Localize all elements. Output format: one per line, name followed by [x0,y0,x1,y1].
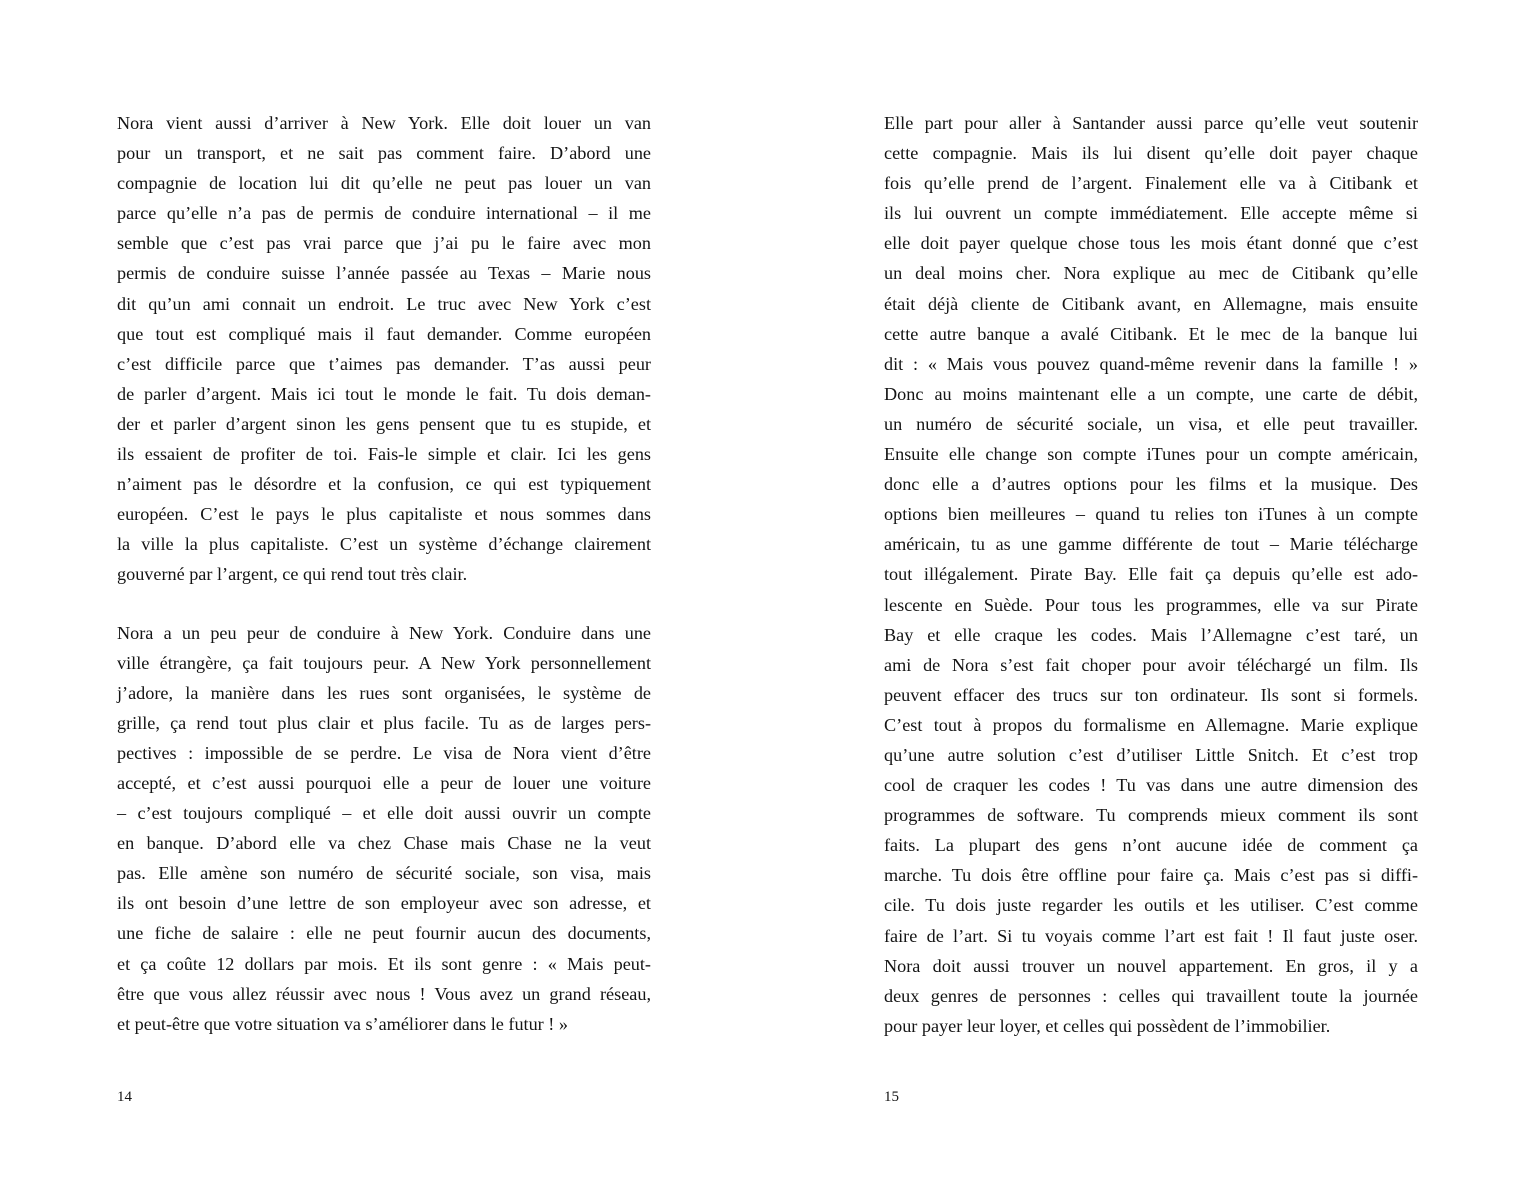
text-line: grille, ça rend tout plus clair et plus facile. Tu as de larges pers- [117,712,651,733]
text-line: faits. La plupart des gens n’ont aucune idée de comment ça [884,835,1418,856]
page-left-text [117,108,651,1039]
text-line: deux genres de personnes : celles qui travaillent toute la journée [884,985,1418,1006]
text-line: programmes de software. Tu comprends mieux comment ils sont [884,805,1418,826]
text-line: européen. C’est le pays le plus capitaliste et nous sommes dans [117,504,651,525]
text-line: pour payer leur loyer, et celles qui possèdent de l’immobilier. [884,1015,1331,1036]
text-line: gouverné par l’argent, ce qui rend tout très clair. [117,564,468,585]
text-line: et peut-être que votre situation va s’améliorer dans le futur ! » [117,1013,568,1034]
text-line: en banque. D’abord elle va chez Chase mais Chase ne la veut [117,833,651,854]
text-line: cool de craquer les codes ! Tu vas dans une autre dimension des [884,775,1418,796]
text-line: C’est tout à propos du formalisme en Allemagne. Marie explique [884,714,1418,735]
text-line: Elle part pour aller à Santander aussi parce qu’elle veut soutenir [884,113,1418,133]
text-line: ville étrangère, ça fait toujours peur. A New York personnellement [117,652,651,673]
text-line: fois qu’elle prend de l’argent. Finalement elle va à Citibank et [884,173,1418,194]
text-line: et ça coûte 12 dollars par mois. Et ils sont genre : « Mais peut- [117,953,651,974]
text-line: tout illégalement. Pirate Bay. Elle fait ça depuis qu’elle est ado- [884,564,1418,585]
text-line: un deal moins cher. Nora explique au mec de Citibank qu’elle [884,263,1418,284]
paragraph [117,618,651,1039]
text-line: – c’est toujours compliqué – et elle doit aussi ouvrir un compte [117,803,651,824]
page-number-left: 14 [117,1089,132,1105]
text-line: ils essaient de profiter de toi. Fais-le simple et clair. Ici les gens [117,444,651,465]
text-line: faire de l’art. Si tu voyais comme l’art est fait ! Il faut juste oser. [884,925,1418,946]
text-line: dit qu’un ami connait un endroit. Le truc avec New York c’est [117,293,651,314]
text-line: lescente en Suède. Pour tous les programmes, elle va sur Pirate [884,594,1418,615]
text-line: n’aiment pas le désordre et la confusion, ce qui est typiquement [117,474,651,495]
text-line: la ville la plus capitaliste. C’est un système d’échange clairement [117,534,651,555]
text-line: j’adore, la manière dans les rues sont organisées, le système de [117,682,651,703]
text-line: donc elle a d’autres options pour les films et la musique. Des [884,474,1418,495]
text-line: ami de Nora s’est fait choper pour avoir téléchargé un film. Ils [884,654,1418,675]
text-line: peuvent effacer des trucs sur ton ordinateur. Ils sont si formels. [884,684,1418,705]
text-line: der et parler d’argent sinon les gens pensent que tu es stupide, et [117,413,651,434]
text-line: être que vous allez réussir avec nous ! Vous avez un grand réseau, [117,983,651,1004]
text-line: parce qu’elle n’a pas de permis de conduire international – il me [117,203,651,224]
text-line: américain, tu as une gamme différente de tout – Marie télécharge [884,534,1418,555]
paragraph [884,108,1418,1041]
text-line: qu’une autre solution c’est d’utiliser Little Snitch. Et c’est trop [884,744,1418,765]
text-line: permis de conduire suisse l’année passée au Texas – Marie nous [117,263,651,284]
text-line: pour un transport, et ne sait pas comment faire. D’abord une [117,143,651,164]
text-line: un numéro de sécurité sociale, un visa, et elle peut travailler. [884,413,1418,434]
text-line: marche. Tu dois être offline pour faire ça. Mais c’est pas si diffi- [884,865,1418,886]
text-line: cette autre banque a avalé Citibank. Et le mec de la banque lui [884,323,1418,344]
text-line: Nora doit aussi trouver un nouvel appartement. En gros, il y a [884,955,1418,976]
text-line: Bay et elle craque les codes. Mais l’Allemagne c’est taré, un [884,624,1418,645]
text-line: de parler d’argent. Mais ici tout le monde le fait. Tu dois deman- [117,383,651,404]
text-line: dit : « Mais vous pouvez quand-même revenir dans la famille ! » [884,353,1418,374]
text-line: cette compagnie. Mais ils lui disent qu’elle doit payer chaque [884,143,1418,164]
text-line: Nora a un peu peur de conduire à New York. Conduire dans une [117,622,651,643]
text-line: compagnie de location lui dit qu’elle ne peut pas louer un van [117,173,651,194]
text-line: c’est difficile parce que t’aimes pas demander. T’as aussi peur [117,353,651,374]
text-line: semble que c’est pas vrai parce que j’ai pu le faire avec mon [117,233,651,254]
text-line: que tout est compliqué mais il faut demander. Comme européen [117,323,651,344]
paragraph [117,108,651,590]
text-line: options bien meilleures – quand tu relies ton iTunes à un compte [884,504,1418,525]
page-right-text [884,108,1418,1041]
text-line: une fiche de salaire : elle ne peut fournir aucun des documents, [117,923,651,944]
text-line: Nora vient aussi d’arriver à New York. Elle doit louer un van [117,113,651,133]
text-line: pectives : impossible de se perdre. Le visa de Nora vient d’être [117,742,651,763]
page-number-right: 15 [884,1089,899,1105]
text-line: accepté, et c’est aussi pourquoi elle a peur de louer une voiture [117,772,651,793]
text-line: pas. Elle amène son numéro de sécurité sociale, son visa, mais [117,863,651,884]
text-line: était déjà cliente de Citibank avant, en Allemagne, mais ensuite [884,293,1418,314]
text-line: elle doit payer quelque chose tous les mois étant donné que c’est [884,233,1418,254]
text-line: Ensuite elle change son compte iTunes pour un compte américain, [884,444,1418,465]
text-line: ils ont besoin d’une lettre de son employeur avec son adresse, et [117,893,651,914]
text-line: cile. Tu dois juste regarder les outils et les utiliser. C’est comme [884,895,1418,916]
text-line: Donc au moins maintenant elle a un compte, une carte de débit, [884,383,1418,404]
text-line: ils lui ouvrent un compte immédiatement. Elle accepte même si [884,203,1418,224]
